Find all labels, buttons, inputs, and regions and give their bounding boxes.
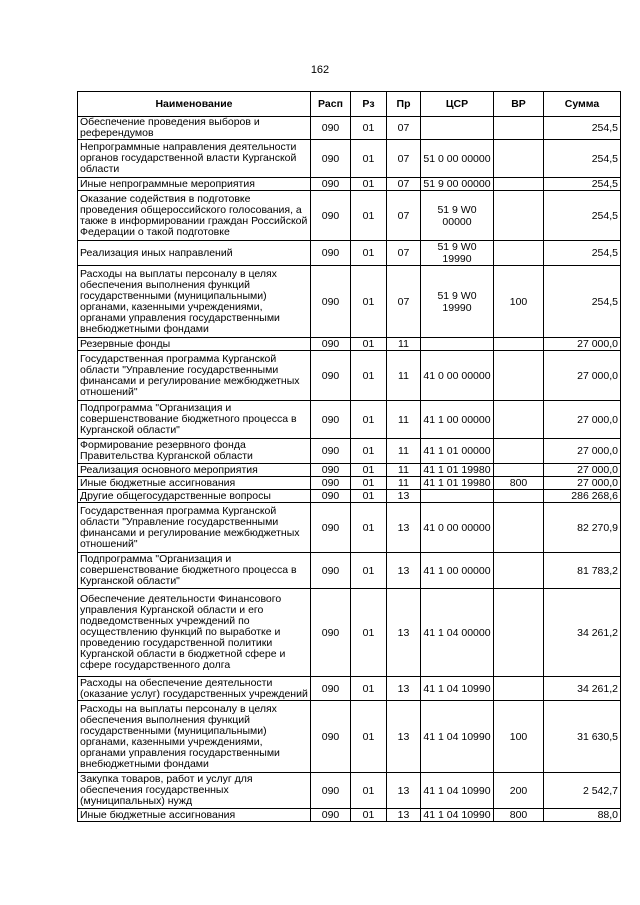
cell-sum: 81 783,2 [544, 553, 621, 589]
cell-pr: 07 [387, 266, 421, 338]
header-csr: ЦСР [421, 92, 494, 117]
cell-name: Формирование резервного фонда Правительства Курганской области [78, 439, 311, 464]
header-pr: Пр [387, 92, 421, 117]
table-row [78, 178, 621, 191]
cell-name: Реализация иных направлений [78, 241, 311, 266]
cell-rz: 01 [351, 266, 387, 338]
cell-pr: 11 [387, 439, 421, 464]
cell-sum: 254,5 [544, 178, 621, 191]
cell-sum: 254,5 [544, 140, 621, 178]
cell-name: Расходы на выплаты персоналу в целях обеспечения выполнения функций государственными (муниципальными) органами, казенными учреждениями, органами управления государственными внебюджетными фондами [78, 266, 311, 338]
cell-rasp: 090 [311, 477, 351, 490]
cell-rasp: 090 [311, 464, 351, 477]
cell-pr: 07 [387, 117, 421, 140]
table-row [78, 266, 621, 338]
cell-rz: 01 [351, 589, 387, 677]
cell-sum: 27 000,0 [544, 439, 621, 464]
budget-table [77, 91, 621, 822]
cell-csr: 41 0 00 00000 [421, 351, 494, 401]
table-row [78, 140, 621, 178]
cell-rasp: 090 [311, 701, 351, 773]
table-row [78, 477, 621, 490]
cell-csr: 41 1 04 10990 [421, 809, 494, 822]
cell-sum: 286 268,6 [544, 490, 621, 503]
cell-csr: 41 1 01 00000 [421, 439, 494, 464]
cell-rz: 01 [351, 351, 387, 401]
cell-name: Иные непрограммные мероприятия [78, 178, 311, 191]
cell-vr [494, 677, 544, 701]
cell-rz: 01 [351, 401, 387, 439]
cell-vr: 800 [494, 477, 544, 490]
table-row [78, 241, 621, 266]
table-row [78, 464, 621, 477]
cell-csr [421, 490, 494, 503]
table-row [78, 351, 621, 401]
cell-csr: 51 9 00 00000 [421, 178, 494, 191]
table-row [78, 503, 621, 553]
cell-pr: 13 [387, 589, 421, 677]
cell-name: Расходы на выплаты персоналу в целях обеспечения выполнения функций государственными (муниципальными) органами, казенными учреждениями, органами управления государственными внебюджетными фондами [78, 701, 311, 773]
cell-vr [494, 241, 544, 266]
table-header-row [78, 92, 621, 117]
cell-vr [494, 553, 544, 589]
cell-pr: 13 [387, 503, 421, 553]
cell-rasp: 090 [311, 490, 351, 503]
cell-name: Подпрограмма "Организация и совершенствование бюджетного процесса в Курганской области" [78, 553, 311, 589]
cell-rasp: 090 [311, 589, 351, 677]
cell-vr [494, 178, 544, 191]
table-row [78, 401, 621, 439]
cell-sum: 31 630,5 [544, 701, 621, 773]
table-row [78, 439, 621, 464]
cell-rasp: 090 [311, 773, 351, 809]
cell-vr [494, 191, 544, 241]
cell-name: Закупка товаров, работ и услуг для обеспечения государственных (муниципальных) нужд [78, 773, 311, 809]
cell-csr: 51 9 W0 19990 [421, 266, 494, 338]
header-sum: Сумма [544, 92, 621, 117]
cell-rasp: 090 [311, 241, 351, 266]
cell-name: Подпрограмма "Организация и совершенствование бюджетного процесса в Курганской области" [78, 401, 311, 439]
cell-rasp: 090 [311, 117, 351, 140]
cell-csr: 41 1 04 00000 [421, 589, 494, 677]
cell-pr: 11 [387, 464, 421, 477]
cell-rasp: 090 [311, 553, 351, 589]
cell-pr: 07 [387, 140, 421, 178]
cell-rz: 01 [351, 439, 387, 464]
cell-sum: 34 261,2 [544, 677, 621, 701]
cell-pr: 13 [387, 490, 421, 503]
table-row [78, 589, 621, 677]
cell-vr [494, 490, 544, 503]
cell-name: Государственная программа Курганской области "Управление государственными финансами и регулирование межбюджетных отношений" [78, 351, 311, 401]
cell-sum: 27 000,0 [544, 401, 621, 439]
table-row [78, 490, 621, 503]
cell-pr: 07 [387, 191, 421, 241]
cell-vr [494, 351, 544, 401]
table-row [78, 701, 621, 773]
cell-csr [421, 117, 494, 140]
cell-sum: 27 000,0 [544, 464, 621, 477]
cell-csr: 41 1 04 10990 [421, 773, 494, 809]
cell-sum: 254,5 [544, 266, 621, 338]
cell-name: Государственная программа Курганской области "Управление государственными финансами и регулирование межбюджетных отношений" [78, 503, 311, 553]
cell-sum: 254,5 [544, 191, 621, 241]
cell-vr [494, 338, 544, 351]
cell-rz: 01 [351, 773, 387, 809]
cell-vr [494, 589, 544, 677]
cell-csr: 41 0 00 00000 [421, 503, 494, 553]
cell-sum: 82 270,9 [544, 503, 621, 553]
page-number: 162 [310, 64, 330, 76]
cell-pr: 11 [387, 338, 421, 351]
cell-name: Обеспечение проведения выборов и референдумов [78, 117, 311, 140]
cell-rz: 01 [351, 241, 387, 266]
cell-rasp: 090 [311, 140, 351, 178]
cell-pr: 13 [387, 701, 421, 773]
cell-pr: 11 [387, 477, 421, 490]
cell-rz: 01 [351, 553, 387, 589]
cell-sum: 2 542,7 [544, 773, 621, 809]
cell-rz: 01 [351, 338, 387, 351]
table-row [78, 338, 621, 351]
cell-name: Иные бюджетные ассигнования [78, 809, 311, 822]
cell-vr: 100 [494, 701, 544, 773]
cell-pr: 13 [387, 677, 421, 701]
cell-rasp: 090 [311, 503, 351, 553]
cell-name: Другие общегосударственные вопросы [78, 490, 311, 503]
table-row [78, 809, 621, 822]
cell-rz: 01 [351, 477, 387, 490]
cell-vr: 100 [494, 266, 544, 338]
cell-pr: 11 [387, 401, 421, 439]
cell-csr: 51 9 W0 19990 [421, 241, 494, 266]
cell-rasp: 090 [311, 338, 351, 351]
cell-csr: 41 1 04 10990 [421, 677, 494, 701]
cell-vr: 800 [494, 809, 544, 822]
cell-vr [494, 140, 544, 178]
cell-vr [494, 464, 544, 477]
cell-rz: 01 [351, 490, 387, 503]
cell-name: Расходы на обеспечение деятельности (оказание услуг) государственных учреждений [78, 677, 311, 701]
cell-csr: 51 0 00 00000 [421, 140, 494, 178]
cell-rz: 01 [351, 701, 387, 773]
header-name: Наименование [78, 92, 311, 117]
cell-rz: 01 [351, 117, 387, 140]
cell-sum: 27 000,0 [544, 477, 621, 490]
cell-csr: 41 1 04 10990 [421, 701, 494, 773]
cell-rasp: 090 [311, 178, 351, 191]
cell-csr: 41 1 00 00000 [421, 401, 494, 439]
cell-rasp: 090 [311, 439, 351, 464]
table-row [78, 553, 621, 589]
cell-rasp: 090 [311, 401, 351, 439]
cell-sum: 34 261,2 [544, 589, 621, 677]
cell-name: Оказание содействия в подготовке проведения общероссийского голосования, а также в информировании граждан Российской Федерации о такой подготовке [78, 191, 311, 241]
cell-rz: 01 [351, 140, 387, 178]
header-rasp: Расп [311, 92, 351, 117]
cell-rz: 01 [351, 178, 387, 191]
cell-csr: 41 1 01 19980 [421, 477, 494, 490]
cell-name: Реализация основного мероприятия [78, 464, 311, 477]
cell-pr: 13 [387, 553, 421, 589]
cell-csr [421, 338, 494, 351]
cell-rz: 01 [351, 191, 387, 241]
cell-rasp: 090 [311, 266, 351, 338]
cell-name: Резервные фонды [78, 338, 311, 351]
cell-rasp: 090 [311, 351, 351, 401]
table-row [78, 677, 621, 701]
cell-sum: 88,0 [544, 809, 621, 822]
cell-vr [494, 503, 544, 553]
cell-name: Обеспечение деятельности Финансового управления Курганской области и его подведомственных учреждений по осуществлению функций по выработке и проведению государственной политики Курганской области в бюджетной сфере и сфере государственного долга [78, 589, 311, 677]
cell-pr: 13 [387, 809, 421, 822]
cell-csr: 41 1 01 19980 [421, 464, 494, 477]
cell-pr: 07 [387, 178, 421, 191]
cell-rz: 01 [351, 677, 387, 701]
cell-rasp: 090 [311, 677, 351, 701]
cell-name: Иные бюджетные ассигнования [78, 477, 311, 490]
cell-pr: 07 [387, 241, 421, 266]
cell-rz: 01 [351, 503, 387, 553]
cell-rz: 01 [351, 464, 387, 477]
header-rz: Рз [351, 92, 387, 117]
cell-pr: 11 [387, 351, 421, 401]
table-row [78, 773, 621, 809]
header-vr: ВР [494, 92, 544, 117]
cell-sum: 254,5 [544, 117, 621, 140]
cell-sum: 254,5 [544, 241, 621, 266]
cell-vr [494, 117, 544, 140]
cell-sum: 27 000,0 [544, 338, 621, 351]
cell-sum: 27 000,0 [544, 351, 621, 401]
cell-rasp: 090 [311, 191, 351, 241]
table-row [78, 117, 621, 140]
cell-csr: 41 1 00 00000 [421, 553, 494, 589]
cell-rasp: 090 [311, 809, 351, 822]
cell-name: Непрограммные направления деятельности органов государственной власти Курганской области [78, 140, 311, 178]
cell-vr: 200 [494, 773, 544, 809]
cell-vr [494, 401, 544, 439]
cell-rz: 01 [351, 809, 387, 822]
table-row [78, 191, 621, 241]
cell-csr: 51 9 W0 00000 [421, 191, 494, 241]
cell-pr: 13 [387, 773, 421, 809]
cell-vr [494, 439, 544, 464]
table-body [78, 117, 621, 822]
